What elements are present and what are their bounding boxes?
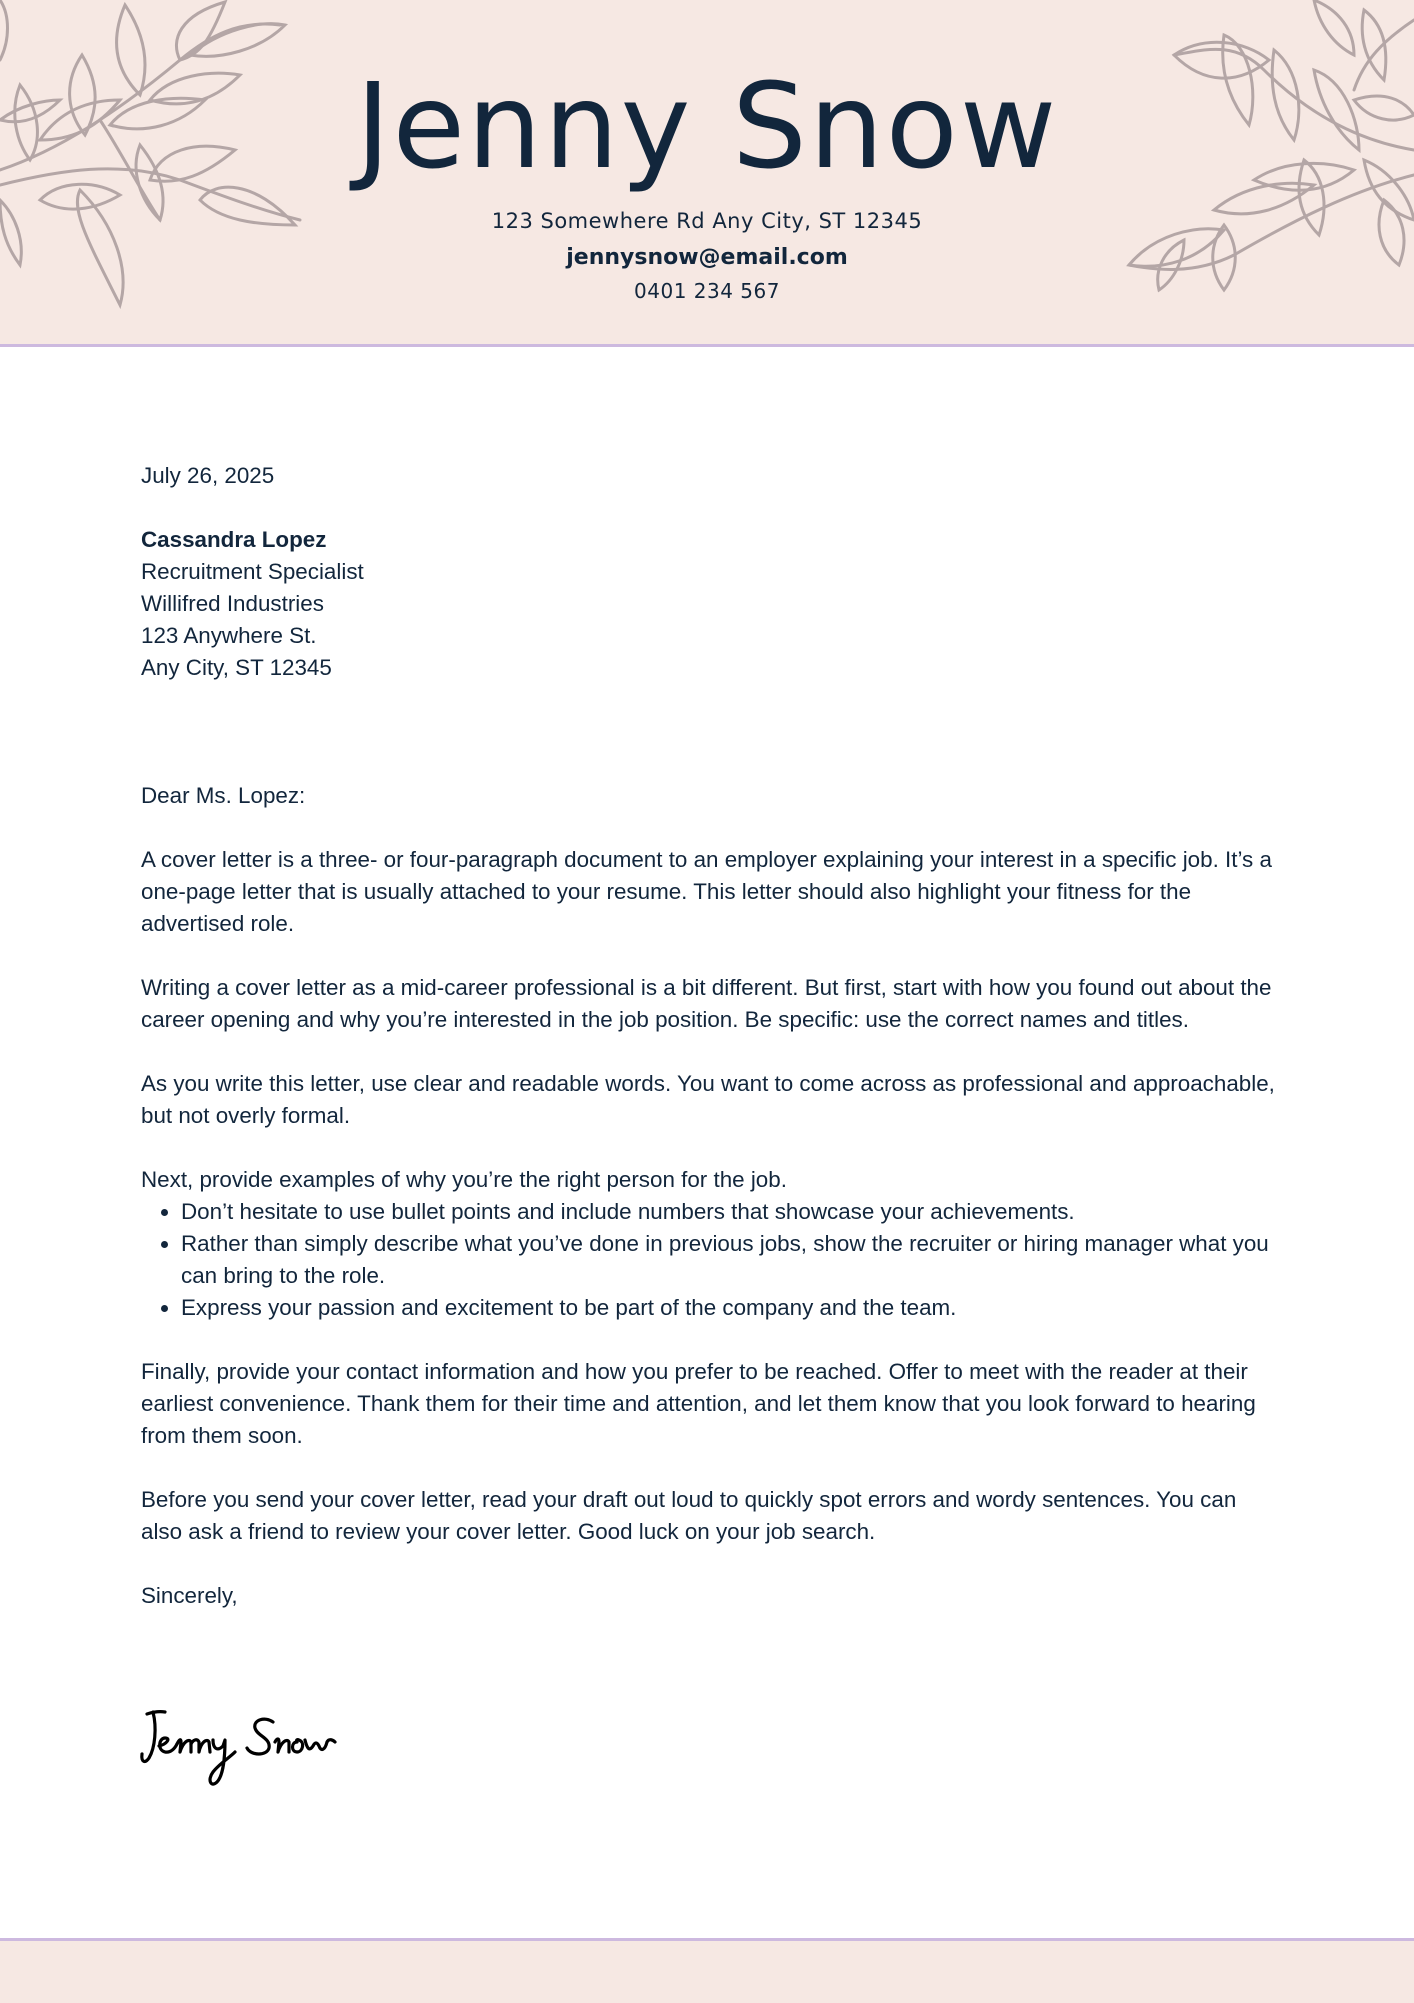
list-item: • Don’t hesitate to use bullet points and include numbers that showcase your achievements. (181, 1196, 1281, 1228)
body-paragraph: Writing a cover letter as a mid-career professional is a bit different. But first, start with how you found out about the career opening and why you’re interested in the job position. Be specific: use the correct names and titles. (141, 975, 1272, 1032)
recipient-block (141, 524, 1281, 684)
list-item: • Express your passion and excitement to be part of the company and the team. (181, 1292, 1281, 1324)
recipient-city: Any City, ST 12345 (141, 655, 332, 680)
body-paragraph: Next, provide examples of why you’re the right person for the job. (141, 1167, 787, 1192)
body-paragraph: A cover letter is a three- or four-paragraph document to an employer explaining your interest in a specific job. It’s a one-page letter that is usually attached to your resume. This letter should also highlight your fitness for the advertised role. (141, 847, 1272, 936)
body-paragraph: Before you send your cover letter, read your draft out loud to quickly spot errors and wordy sentences. You can also ask a friend to review your cover letter. Good luck on your job search. (141, 1487, 1237, 1544)
recipient-street: 123 Anywhere St. (141, 623, 317, 648)
sender-name: Jenny Snow (355, 57, 1059, 195)
achievement-list (141, 1196, 1281, 1324)
body-paragraph: Finally, provide your contact information and how you prefer to be reached. Offer to meet with the reader at their earliest convenience. Thank them for their time and attention, and let them know that you look forward to hearing from them soon. (141, 1359, 1256, 1448)
sender-email: jennysnow@email.com (566, 245, 848, 270)
footer-band (0, 1938, 1414, 2003)
letterhead (0, 0, 1414, 347)
sender-address: 123 Somewhere Rd Any City, ST 12345 (491, 209, 923, 233)
list-item: • Rather than simply describe what you’ve done in previous jobs, show the recruiter or hiring manager what you can bring to the role. (181, 1228, 1281, 1292)
handwritten-signature (139, 1708, 369, 1798)
recipient-company: Willifred Industries (141, 591, 324, 616)
letter-body (141, 460, 1281, 1612)
body-paragraph: As you write this letter, use clear and readable words. You want to come across as professional and approachable, but not overly formal. (141, 1071, 1275, 1128)
recipient-title: Recruitment Specialist (141, 559, 364, 584)
salutation: Dear Ms. Lopez: (141, 783, 306, 808)
sign-off: Sincerely, (141, 1583, 238, 1608)
letter-date: July 26, 2025 (141, 463, 275, 488)
recipient-name: Cassandra Lopez (141, 527, 327, 552)
sender-phone: 0401 234 567 (634, 279, 780, 303)
